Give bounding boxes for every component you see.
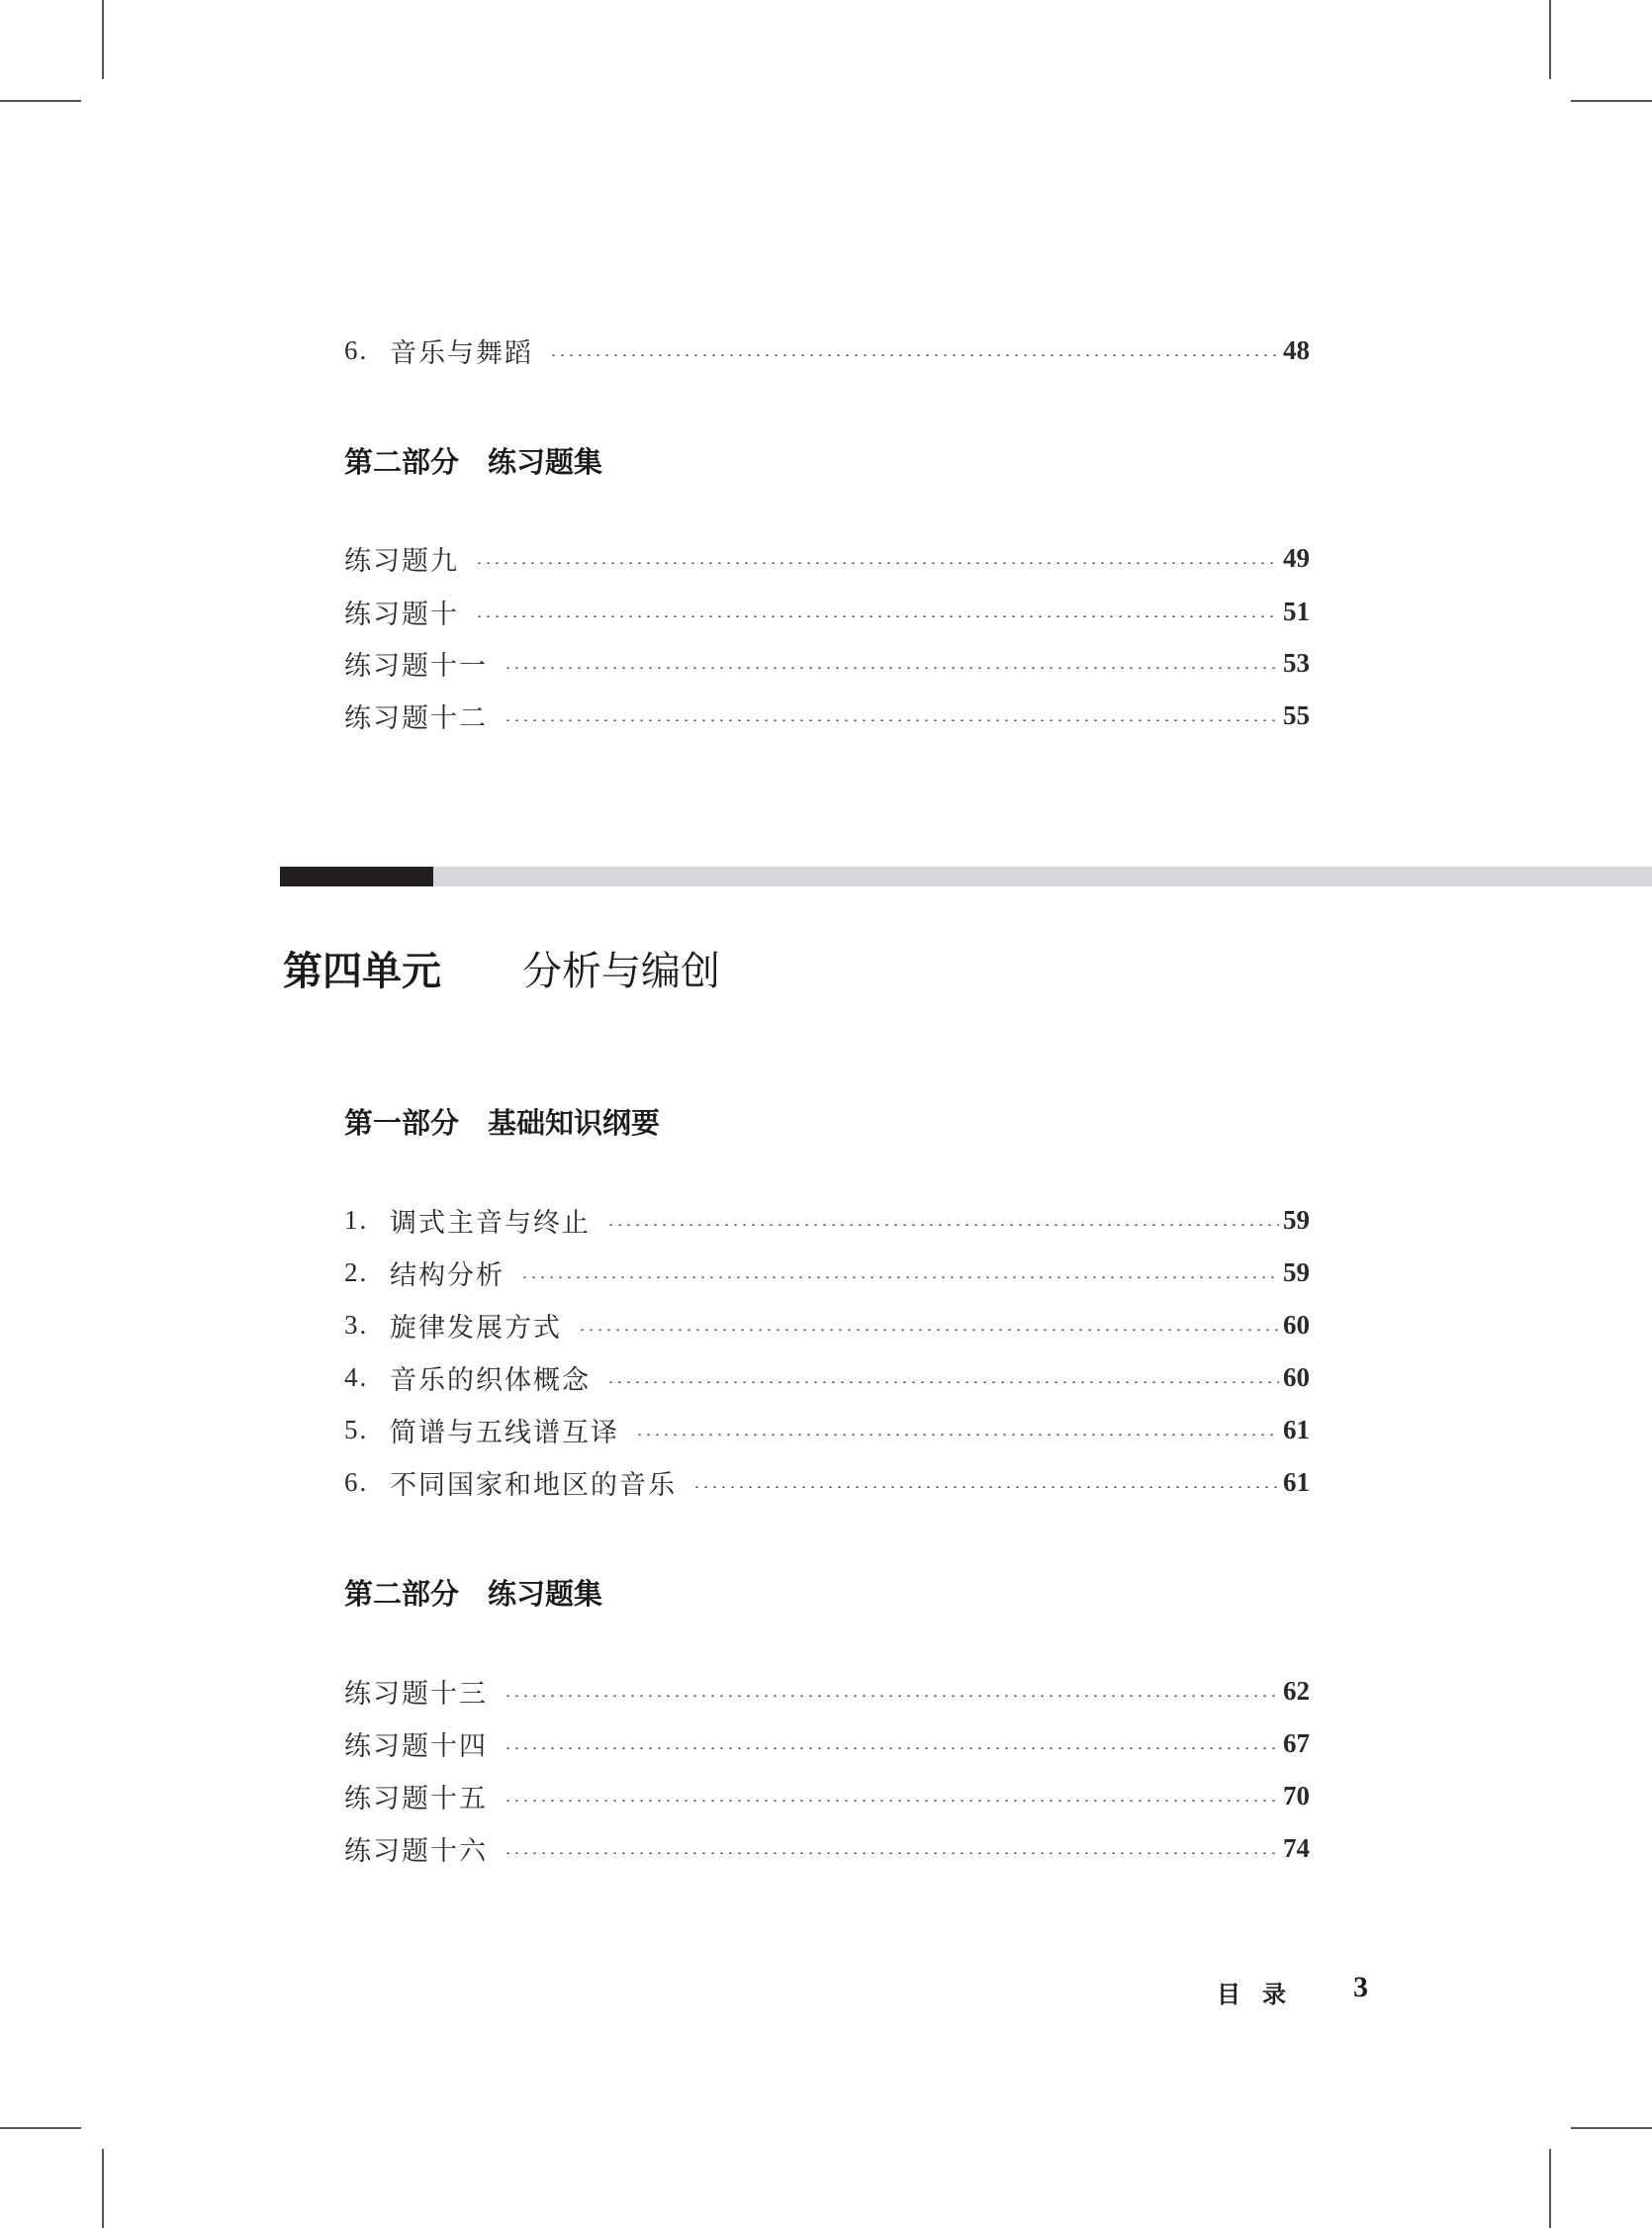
toc-entry-page: 60 [1283,1361,1310,1392]
toc-entry[interactable] [344,641,1310,685]
toc-entry-label: 调式主音与终止 [390,1207,591,1239]
dot-leader [578,1329,1279,1331]
toc-entry[interactable] [344,1721,1310,1765]
toc-entry-label: 不同国家和地区的音乐 [390,1469,677,1501]
running-footer-label: 目录 [1217,1981,1308,2008]
toc-entry[interactable] [344,1774,1310,1817]
toc-entry-number: 6. [344,1466,369,1497]
toc-entry-number: 2. [344,1256,369,1287]
part-heading: 第一部分 基础知识纲要 [344,1106,661,1140]
toc-entry-label: 练习题十二 [344,702,488,734]
toc-entry-number: 3. [344,1309,369,1340]
toc-entry-page: 62 [1283,1675,1310,1706]
toc-entry-number: 1. [344,1204,369,1235]
toc-entry-page: 74 [1283,1832,1310,1863]
dot-leader [504,1695,1279,1697]
toc-entry-page: 61 [1283,1466,1310,1497]
dot-leader [504,719,1279,721]
toc-entry-number: 5. [344,1414,369,1444]
dot-leader [504,667,1279,669]
toc-entry-label: 练习题十四 [344,1730,488,1762]
dot-leader [520,1276,1279,1278]
crop-mark [1571,100,1652,102]
crop-mark [1549,0,1551,79]
page-number: 3 [1353,1971,1368,2003]
toc-entry-label: 旋律发展方式 [390,1312,562,1344]
dot-leader [504,1747,1279,1749]
crop-mark [0,2127,81,2129]
toc-entry-page: 51 [1283,596,1310,626]
dot-leader [606,1381,1279,1383]
dot-leader [549,354,1279,356]
toc-entry[interactable] [344,590,1310,633]
toc-entry-page: 59 [1283,1256,1310,1287]
toc-entry[interactable] [344,1198,1310,1242]
toc-entry[interactable] [344,328,1310,372]
toc-entry-label: 练习题十三 [344,1678,488,1710]
crop-mark [102,2149,104,2228]
part-heading: 第二部分 练习题集 [344,445,603,479]
toc-entry-label: 练习题九 [344,545,459,577]
toc-entry-page: 48 [1283,334,1310,365]
toc-entry[interactable] [344,1251,1310,1294]
crop-mark [1571,2127,1652,2129]
crop-mark [102,0,104,79]
dot-leader [504,1852,1279,1854]
part-heading: 第二部分 练习题集 [344,1577,603,1611]
toc-entry-label: 练习题十六 [344,1835,488,1867]
toc-entry-label: 简谱与五线谱互译 [390,1417,619,1448]
toc-entry-page: 67 [1283,1727,1310,1758]
dot-leader [475,615,1279,617]
toc-entry[interactable] [344,1460,1310,1504]
toc-entry-label: 练习题十一 [344,650,488,682]
crop-mark [0,100,81,102]
toc-entry[interactable] [344,536,1310,580]
toc-entry-label: 练习题十五 [344,1783,488,1814]
toc-entry-label: 结构分析 [390,1259,505,1291]
toc-entry-label: 音乐的织体概念 [390,1364,591,1396]
toc-entry-number: 4. [344,1361,369,1392]
dot-leader [692,1486,1279,1488]
toc-entry[interactable] [344,1408,1310,1451]
toc-entry-label: 音乐与舞蹈 [390,337,533,369]
toc-entry[interactable] [344,1826,1310,1870]
crop-mark [1549,2149,1551,2228]
dot-leader [504,1800,1279,1802]
toc-entry-page: 55 [1283,699,1310,730]
unit-number: 第四单元 [283,949,441,994]
toc-entry-page: 49 [1283,542,1310,573]
unit-divider-accent [280,867,433,886]
toc-entry-label: 练习题十 [344,599,459,630]
dot-leader [606,1224,1279,1226]
toc-entry[interactable] [344,694,1310,737]
toc-entry-number: 6. [344,334,369,365]
toc-entry-page: 61 [1283,1414,1310,1444]
toc-entry-page: 60 [1283,1309,1310,1340]
unit-name: 分析与编创 [522,949,720,994]
toc-entry-page: 70 [1283,1780,1310,1810]
dot-leader [635,1434,1279,1436]
unit-divider-track [433,867,1652,886]
unit-title [283,940,720,996]
toc-entry-page: 53 [1283,647,1310,678]
dot-leader [475,562,1279,564]
toc-entry[interactable] [344,1355,1310,1399]
toc-entry-page: 59 [1283,1204,1310,1235]
toc-entry[interactable] [344,1669,1310,1713]
toc-entry[interactable] [344,1303,1310,1346]
